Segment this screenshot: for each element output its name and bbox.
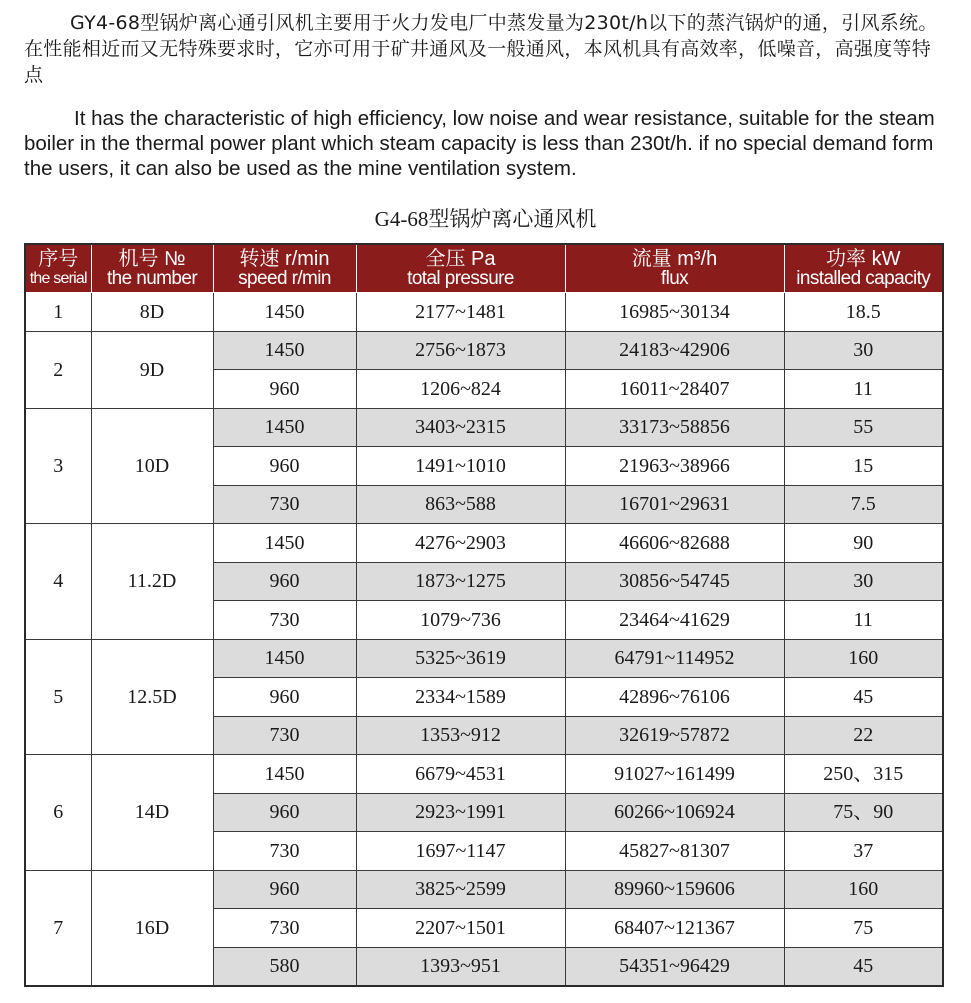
flux-cell: 64791~114952 [565, 639, 784, 678]
fan-spec-table [24, 243, 944, 987]
speed-cell: 1450 [213, 293, 356, 332]
power-cell: 55 [784, 408, 943, 447]
header-flux-en: flux [660, 267, 689, 289]
speed-cell: 960 [213, 870, 356, 909]
flux-cell: 33173~58856 [565, 408, 784, 447]
model-number-cell: 16D [91, 870, 213, 986]
model-number-cell: 10D [91, 408, 213, 524]
header-pressure-cn: 全压 Pa [425, 247, 496, 270]
flux-cell: 30856~54745 [565, 562, 784, 601]
pressure-cell: 6679~4531 [356, 755, 565, 794]
table-row [25, 755, 943, 794]
flux-cell: 89960~159606 [565, 870, 784, 909]
flux-cell: 54351~96429 [565, 947, 784, 986]
model-number-cell: 8D [91, 293, 213, 332]
table-row [25, 639, 943, 678]
flux-cell: 45827~81307 [565, 832, 784, 871]
table-row [25, 293, 943, 332]
flux-cell: 42896~76106 [565, 678, 784, 717]
model-number-cell: 12.5D [91, 639, 213, 755]
speed-cell: 580 [213, 947, 356, 986]
speed-cell: 960 [213, 370, 356, 409]
speed-cell: 1450 [213, 755, 356, 794]
power-cell: 75 [784, 909, 943, 948]
model-number-cell: 11.2D [91, 524, 213, 640]
serial-cell: 7 [25, 870, 91, 986]
power-cell: 90 [784, 524, 943, 563]
power-cell: 37 [784, 832, 943, 871]
pressure-cell: 3825~2599 [356, 870, 565, 909]
header-flux-cn: 流量 m³/h [631, 247, 718, 270]
pressure-cell: 1206~824 [356, 370, 565, 409]
table-row [25, 524, 943, 563]
power-cell: 160 [784, 639, 943, 678]
speed-cell: 730 [213, 601, 356, 640]
header-pressure [356, 244, 565, 293]
power-cell: 250、315 [784, 755, 943, 794]
serial-cell: 1 [25, 293, 91, 332]
header-speed-cn: 转速 r/min [239, 247, 330, 270]
power-cell: 22 [784, 716, 943, 755]
pressure-cell: 4276~2903 [356, 524, 565, 563]
power-cell: 11 [784, 370, 943, 409]
serial-cell: 4 [25, 524, 91, 640]
power-cell: 45 [784, 678, 943, 717]
table-header-row [25, 244, 943, 293]
power-cell: 45 [784, 947, 943, 986]
header-power-en: installed capacity [796, 267, 931, 289]
header-speed [213, 244, 356, 293]
power-cell: 30 [784, 331, 943, 370]
header-serial-en: the serial [29, 269, 87, 287]
flux-cell: 46606~82688 [565, 524, 784, 563]
intro-english-paragraph: It has the characteristic of high efficiency, low noise and wear resistance, suitable for the steam boiler in the thermal power plant which steam capacity is less than 230t/h. if no special demand form the users, it can also be used as the mine ventilation system. [24, 107, 935, 180]
header-number-cn: 机号 № [118, 247, 186, 270]
speed-cell: 1450 [213, 331, 356, 370]
pressure-cell: 1079~736 [356, 601, 565, 640]
model-number-cell: 9D [91, 331, 213, 408]
serial-cell: 3 [25, 408, 91, 524]
serial-cell: 2 [25, 331, 91, 408]
speed-cell: 1450 [213, 524, 356, 563]
pressure-cell: 1353~912 [356, 716, 565, 755]
intro-chinese-paragraph: GY4-68型锅炉离心通引风机主要用于火力发电厂中蒸发量为230t/h以下的蒸汽锅炉的通，引风系统。在性能相近而又无特殊要求时，它亦可用于矿井通风及一般通风，本风机具有高效率，低噪音，高强度等特点 [24, 12, 938, 86]
speed-cell: 1450 [213, 408, 356, 447]
power-cell: 18.5 [784, 293, 943, 332]
power-cell: 7.5 [784, 485, 943, 524]
power-cell: 11 [784, 601, 943, 640]
header-power-cn: 功率 kW [826, 247, 901, 270]
pressure-cell: 863~588 [356, 485, 565, 524]
flux-cell: 16985~30134 [565, 293, 784, 332]
speed-cell: 960 [213, 678, 356, 717]
flux-cell: 91027~161499 [565, 755, 784, 794]
table-row [25, 870, 943, 909]
header-number-en: the number [106, 267, 198, 289]
header-serial [25, 244, 91, 293]
speed-cell: 730 [213, 485, 356, 524]
pressure-cell: 2756~1873 [356, 331, 565, 370]
speed-cell: 960 [213, 447, 356, 486]
flux-cell: 23464~41629 [565, 601, 784, 640]
header-speed-en: speed r/min [238, 267, 331, 289]
speed-cell: 730 [213, 832, 356, 871]
speed-cell: 730 [213, 909, 356, 948]
flux-cell: 21963~38966 [565, 447, 784, 486]
flux-cell: 16701~29631 [565, 485, 784, 524]
pressure-cell: 2177~1481 [356, 293, 565, 332]
pressure-cell: 2207~1501 [356, 909, 565, 948]
speed-cell: 960 [213, 562, 356, 601]
pressure-cell: 2334~1589 [356, 678, 565, 717]
speed-cell: 960 [213, 793, 356, 832]
pressure-cell: 2923~1991 [356, 793, 565, 832]
flux-cell: 32619~57872 [565, 716, 784, 755]
header-serial-cn: 序号 [38, 247, 79, 270]
power-cell: 75、90 [784, 793, 943, 832]
pressure-cell: 1697~1147 [356, 832, 565, 871]
header-pressure-en: total pressure [407, 267, 514, 289]
header-power [784, 244, 943, 293]
table-body [25, 293, 943, 987]
flux-cell: 60266~106924 [565, 793, 784, 832]
serial-cell: 6 [25, 755, 91, 871]
power-cell: 30 [784, 562, 943, 601]
pressure-cell: 1491~1010 [356, 447, 565, 486]
pressure-cell: 3403~2315 [356, 408, 565, 447]
speed-cell: 730 [213, 716, 356, 755]
flux-cell: 24183~42906 [565, 331, 784, 370]
power-cell: 160 [784, 870, 943, 909]
pressure-cell: 1873~1275 [356, 562, 565, 601]
pressure-cell: 5325~3619 [356, 639, 565, 678]
serial-cell: 5 [25, 639, 91, 755]
power-cell: 15 [784, 447, 943, 486]
flux-cell: 68407~121367 [565, 909, 784, 948]
header-number [91, 244, 213, 293]
table-row [25, 331, 943, 370]
flux-cell: 16011~28407 [565, 370, 784, 409]
table-row [25, 408, 943, 447]
model-number-cell: 14D [91, 755, 213, 871]
speed-cell: 1450 [213, 639, 356, 678]
header-flux [565, 244, 784, 293]
table-title: G4-68型锅炉离心通风机 [374, 207, 597, 231]
pressure-cell: 1393~951 [356, 947, 565, 986]
